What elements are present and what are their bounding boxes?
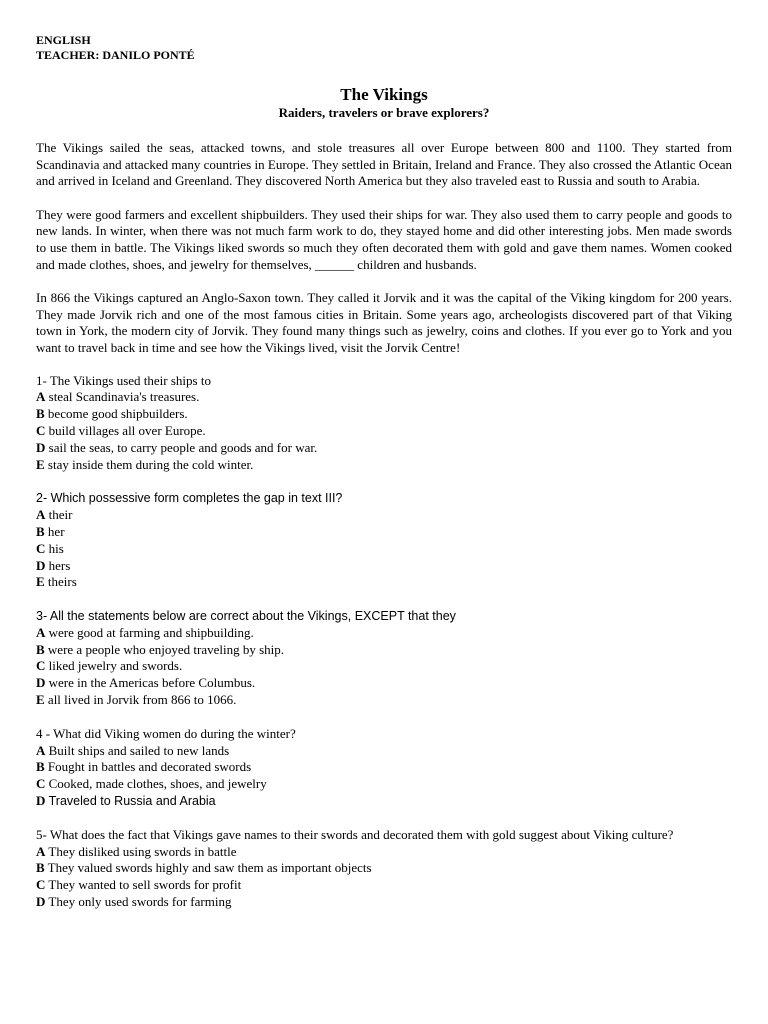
- question-3: [36, 608, 732, 709]
- answer-option: [36, 457, 732, 474]
- question-5: [36, 827, 732, 911]
- option-letter: D: [36, 557, 46, 573]
- option-letter: E: [36, 692, 45, 708]
- option-letter: A: [36, 843, 46, 859]
- answer-option: [36, 793, 732, 810]
- option-letter: A: [36, 742, 46, 758]
- option-text: They wanted to sell swords for profit: [45, 877, 242, 893]
- option-text: sail the seas, to carry people and goods and for war.: [45, 439, 318, 455]
- option-text: their: [45, 507, 73, 523]
- page-subtitle: Raiders, travelers or brave explorers?: [278, 105, 490, 120]
- answer-option: [36, 642, 732, 659]
- option-text: steal Scandinavia's treasures.: [45, 389, 200, 405]
- option-text: Cooked, made clothes, shoes, and jewelry: [45, 776, 267, 792]
- teacher-heading: TEACHER: DANILO PONTÉ: [36, 48, 195, 62]
- answer-option: [36, 541, 732, 558]
- option-text: all lived in Jorvik from 866 to 1066.: [44, 692, 237, 708]
- option-letter: B: [36, 406, 45, 422]
- answer-option: [36, 844, 732, 861]
- answer-option: [36, 860, 732, 877]
- option-letter: E: [36, 456, 45, 472]
- option-letter: B: [36, 759, 45, 775]
- answer-option: [36, 675, 732, 692]
- question-prompt: 4 - What did Viking women do during the winter?: [36, 725, 296, 741]
- option-text: were in the Americas before Columbus.: [45, 675, 256, 691]
- option-letter: B: [36, 641, 45, 657]
- option-letter: C: [36, 877, 46, 893]
- option-text: stay inside them during the cold winter.: [44, 456, 254, 472]
- question-4: [36, 726, 732, 810]
- option-letter: A: [36, 389, 46, 405]
- answer-option: [36, 440, 732, 457]
- subject-heading: ENGLISH: [36, 33, 91, 47]
- option-text: They disliked using swords in battle: [45, 843, 237, 859]
- answer-option: [36, 877, 732, 894]
- answer-option: [36, 776, 732, 793]
- answer-option: [36, 423, 732, 440]
- option-letter: C: [36, 422, 46, 438]
- option-letter: D: [36, 894, 46, 910]
- answer-option: [36, 524, 732, 541]
- answer-option: [36, 759, 732, 776]
- option-letter: A: [36, 507, 46, 523]
- option-text: Built ships and sailed to new lands: [45, 742, 230, 758]
- question-prompt: 3- All the statements below are correct about the Vikings, EXCEPT that they: [36, 609, 456, 624]
- option-text: hers: [45, 557, 71, 573]
- answer-option: [36, 894, 732, 911]
- option-text: Fought in battles and decorated swords: [44, 759, 252, 775]
- option-letter: A: [36, 624, 46, 640]
- option-text: theirs: [44, 574, 77, 590]
- option-letter: D: [36, 675, 46, 691]
- answer-option: [36, 692, 732, 709]
- question-2: [36, 490, 732, 591]
- option-letter: D: [36, 793, 46, 809]
- option-text: They only used swords for farming: [45, 894, 232, 910]
- paragraph-2: They were good farmers and excellent shipbuilders. They used their ships for war. They also used them to carry people and goods to new lands. In winter, when there was not much farm work to do, they stayed home and did other interesting jobs. Men made swords to use them in battle. The Vikings liked swords so much they often decorated them with gold and gave them names. Women cooked and made clothes, shoes, and jewelry for themselves, ______ children and husbands.: [36, 206, 732, 272]
- option-text: were a people who enjoyed traveling by ship.: [44, 641, 285, 657]
- answer-option: [36, 558, 732, 575]
- answer-option: [36, 507, 732, 524]
- option-text: They valued swords highly and saw them as important objects: [44, 860, 372, 876]
- answer-option: [36, 658, 732, 675]
- option-letter: D: [36, 439, 46, 455]
- option-letter: B: [36, 860, 45, 876]
- question-prompt: 1- The Vikings used their ships to: [36, 372, 211, 388]
- option-text: were good at farming and shipbuilding.: [45, 624, 254, 640]
- answer-option: [36, 625, 732, 642]
- worksheet-page: [36, 33, 732, 911]
- question-prompt: 2- Which possessive form completes the gap in text III?: [36, 491, 343, 506]
- option-text: his: [45, 540, 64, 556]
- option-text: liked jewelry and swords.: [45, 658, 183, 674]
- option-text: her: [44, 523, 65, 539]
- answer-option: [36, 743, 732, 760]
- question-prompt: 5- What does the fact that Vikings gave names to their swords and decorated them with gold suggest about Viking culture?: [36, 826, 674, 842]
- answer-option: [36, 406, 732, 423]
- answer-option: [36, 389, 732, 406]
- option-text: Traveled to Russia and Arabia: [45, 794, 216, 809]
- page-title: The Vikings: [340, 85, 428, 104]
- option-text: become good shipbuilders.: [44, 406, 188, 422]
- option-letter: C: [36, 776, 46, 792]
- option-letter: C: [36, 658, 46, 674]
- answer-option: [36, 574, 732, 591]
- option-letter: C: [36, 540, 46, 556]
- option-letter: E: [36, 574, 45, 590]
- paragraph-3: In 866 the Vikings captured an Anglo-Saxon town. They called it Jorvik and it was the capital of the Viking kingdom for 200 years. They made Jorvik rich and one of the most famous cities in Britain. Some years ago, archeologists discovered part of that Viking town in York, the modern city of Jorvik. They found many things such as jewelry, coins and clothes. If you ever go to York and you want to travel back in time and see how the Vikings lived, visit the Jorvik Centre!: [36, 290, 732, 355]
- question-1: [36, 373, 732, 474]
- option-letter: B: [36, 523, 45, 539]
- option-text: build villages all over Europe.: [45, 422, 206, 438]
- paragraph-1: The Vikings sailed the seas, attacked towns, and stole treasures all over Europe between 800 and 1100. They started from Scandinavia and attacked many countries in Europe. They settled in Britain, Ireland and France. They also crossed the Atlantic Ocean and arrived in Iceland and Greenland. They discovered North America but they also traveled east to Russia and south to Arabia.: [36, 140, 732, 189]
